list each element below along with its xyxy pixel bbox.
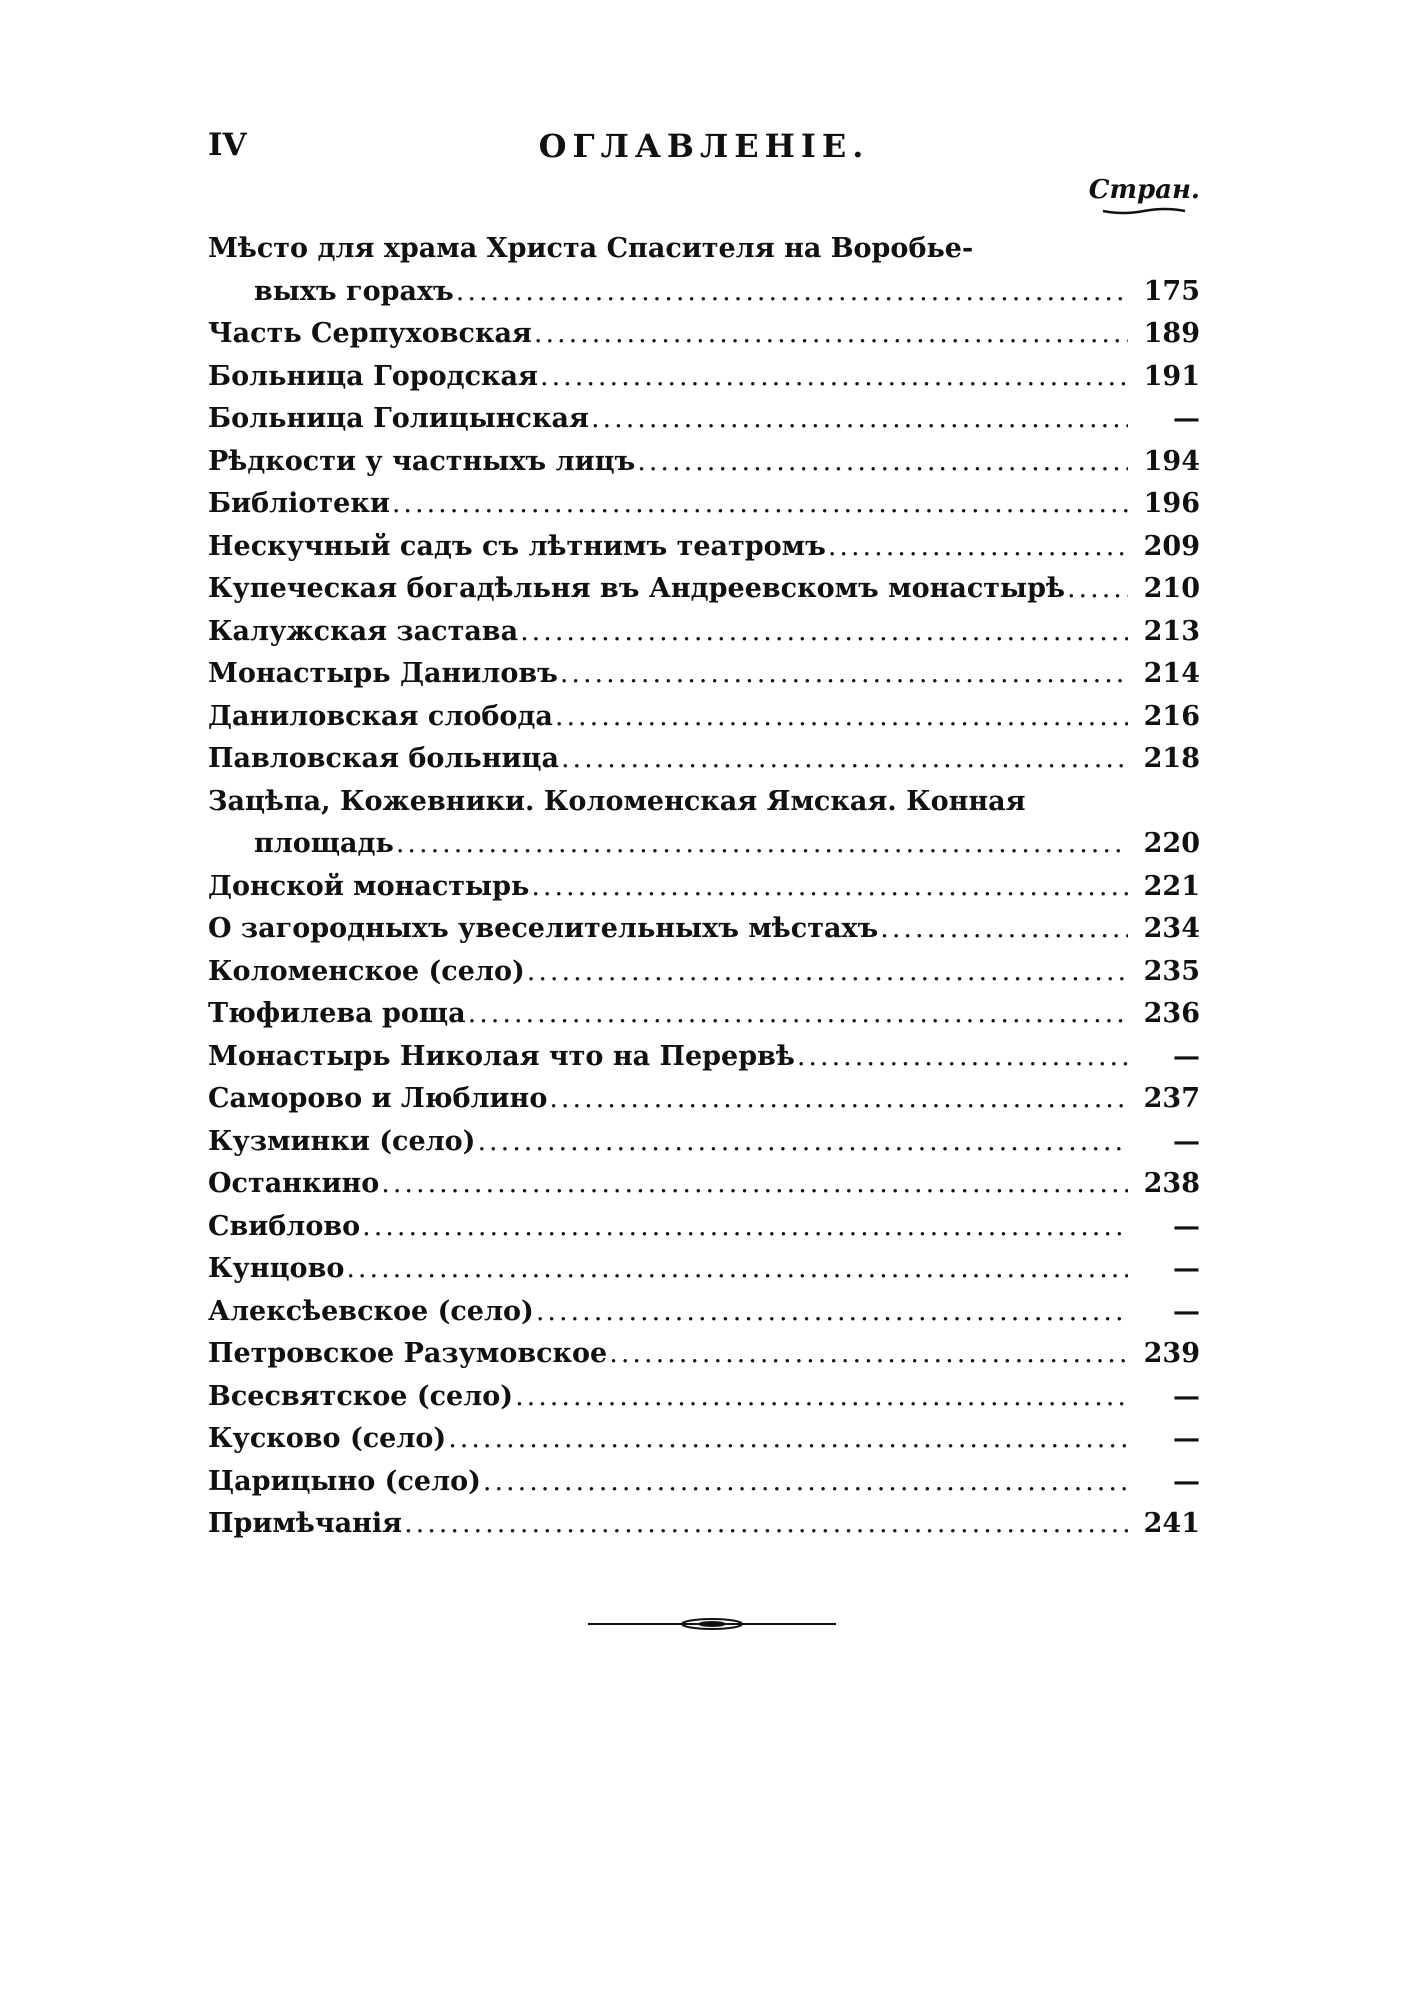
- toc-entry-line: [208, 1163, 1200, 1206]
- dot-leader: [396, 823, 1128, 866]
- toc-entry: [208, 1078, 1200, 1121]
- toc-entry-page: 239: [1143, 1338, 1200, 1369]
- dot-leader: [531, 866, 1128, 909]
- toc-entry-line: [208, 1291, 1200, 1334]
- toc-entry-page: 234: [1143, 913, 1200, 944]
- dot-leader: [527, 951, 1128, 994]
- toc-entry-title: Кунцово: [208, 1253, 345, 1284]
- toc-entry-title: Больница Голицынская: [208, 403, 589, 434]
- toc-entry-title: Рѣдкости у частныхъ лицъ: [208, 445, 636, 477]
- toc-entry-page: 209: [1143, 530, 1200, 562]
- toc-entry-title: Даниловская слобода: [208, 700, 553, 732]
- toc-entry: [208, 653, 1200, 696]
- toc-entry-page: —: [1173, 1423, 1200, 1454]
- toc-entry: [208, 738, 1200, 781]
- page-column-heading: [1089, 175, 1200, 215]
- flourish-ornament: [1101, 207, 1187, 215]
- toc-entry-line: [208, 1121, 1200, 1164]
- dot-leader: [609, 1333, 1128, 1376]
- toc-entry-line: [208, 1206, 1200, 1249]
- toc-entry-page: —: [1173, 1380, 1200, 1412]
- dot-leader: [362, 1206, 1128, 1249]
- toc-entry-title: выхъ горахъ: [254, 275, 454, 307]
- toc-entry-title: Калужская застава: [208, 615, 519, 647]
- toc-entry: [208, 356, 1200, 399]
- dot-leader: [381, 1163, 1128, 1206]
- toc-entry: [208, 1291, 1200, 1334]
- toc-entry-line: [208, 1036, 1200, 1079]
- toc-entry-title: Библіотеки: [208, 488, 390, 519]
- toc-entry: [208, 1376, 1200, 1419]
- dot-leader: [536, 1291, 1128, 1334]
- dot-leader: [637, 441, 1128, 484]
- toc-entry: [208, 908, 1200, 951]
- toc-entry-page: 235: [1143, 955, 1200, 987]
- toc-entry-page: 236: [1143, 998, 1200, 1029]
- toc-entry: [208, 1163, 1200, 1206]
- dot-leader: [880, 908, 1128, 951]
- toc-entry-line: [208, 441, 1200, 484]
- dot-leader: [534, 313, 1128, 356]
- toc-entry-page: 175: [1143, 275, 1200, 307]
- toc-entry: [208, 1418, 1200, 1461]
- toc-entry-line: [208, 398, 1200, 441]
- toc-entry-line: [208, 1248, 1200, 1291]
- toc-entry-title-line: Мѣсто для храма Христа Спасителя на Воробье-: [208, 233, 974, 264]
- toc-entry-line: [208, 1333, 1200, 1376]
- toc-entry-page: 194: [1143, 445, 1200, 477]
- toc-entry: [208, 993, 1200, 1036]
- toc-entry-line: [208, 696, 1200, 739]
- toc-entry-title: Часть Серпуховская: [208, 318, 532, 349]
- dot-leader: [828, 526, 1128, 569]
- toc-entry: [208, 1333, 1200, 1376]
- toc-entry-line: [208, 866, 1200, 909]
- toc-entry-page: —: [1173, 1295, 1200, 1327]
- dot-leader: [456, 271, 1128, 314]
- dot-leader: [1067, 568, 1128, 611]
- toc-entry-line: [208, 483, 1200, 526]
- toc-entry-page: —: [1173, 1253, 1200, 1284]
- toc-entry: [208, 1206, 1200, 1249]
- toc-entry-page: —: [1173, 1465, 1200, 1497]
- dot-leader: [392, 483, 1128, 526]
- toc-entry-page: 241: [1143, 1508, 1200, 1539]
- toc-entry-title: Донской монастырь: [208, 870, 530, 902]
- dot-leader: [515, 1376, 1128, 1419]
- dot-leader: [520, 611, 1128, 654]
- page-header: [208, 127, 1200, 205]
- toc-entry: [208, 526, 1200, 569]
- toc-entry-title: Павловская больница: [208, 743, 559, 774]
- dot-leader: [404, 1503, 1128, 1546]
- toc-entry-page: —: [1173, 1040, 1200, 1072]
- page-title: ОГЛАВЛЕНІЕ.: [538, 127, 870, 165]
- toc-entry-line: [208, 1418, 1200, 1461]
- toc-entry-page: 220: [1143, 828, 1200, 859]
- dot-leader: [591, 398, 1128, 441]
- dot-leader: [549, 1078, 1128, 1121]
- toc-entry-page: 210: [1143, 573, 1200, 604]
- dot-leader: [540, 356, 1128, 399]
- toc-entry-title: Монастырь Николая что на Перервѣ: [208, 1040, 795, 1072]
- toc-entry-page: 218: [1143, 743, 1200, 774]
- dot-leader: [797, 1036, 1128, 1079]
- toc-entry-title: Тюфилева роща: [208, 998, 466, 1029]
- toc-entry-line: [208, 356, 1200, 399]
- toc-entry-line: [208, 1376, 1200, 1419]
- toc-entry-page: —: [1173, 1125, 1200, 1157]
- toc-entry-title: площадь: [254, 828, 394, 859]
- toc-entry-title: Больница Городская: [208, 360, 538, 392]
- toc-entry: [208, 568, 1200, 611]
- toc-entry-page: 191: [1143, 360, 1200, 392]
- toc-entry-page: 216: [1143, 700, 1200, 732]
- dot-leader: [448, 1418, 1128, 1461]
- toc-entry-title-line: Зацѣпа, Кожевники. Коломенская Ямская. Конная: [208, 785, 1026, 817]
- toc-entry-title: Коломенское (село): [208, 955, 525, 987]
- toc-entry-title: Монастырь Даниловъ: [208, 658, 558, 689]
- toc-entry: [208, 696, 1200, 739]
- toc-entry-title: Свиблово: [208, 1210, 361, 1242]
- toc-entry-line: [208, 611, 1200, 654]
- toc-entry-title: О загородныхъ увеселительныхъ мѣстахъ: [208, 913, 879, 944]
- toc-entry-line: [208, 908, 1200, 951]
- toc-entry-page: 214: [1143, 658, 1200, 689]
- toc-entry: [208, 1461, 1200, 1504]
- toc-entry-line: [208, 313, 1200, 356]
- dot-leader: [555, 696, 1128, 739]
- toc-entry-line: [208, 738, 1200, 781]
- toc-entry-page: 196: [1143, 488, 1200, 519]
- toc-entry: [208, 398, 1200, 441]
- dot-leader: [346, 1248, 1128, 1291]
- toc-entry-title: Останкино: [208, 1168, 380, 1199]
- toc-entry-line: [208, 951, 1200, 994]
- toc-entry-page: 189: [1143, 318, 1200, 349]
- toc-entry: [208, 1248, 1200, 1291]
- dot-leader: [483, 1461, 1128, 1504]
- toc-entry: [208, 866, 1200, 909]
- toc-entry: [208, 1121, 1200, 1164]
- toc-entry-line: [208, 823, 1200, 866]
- toc-entry-title: Царицыно (село): [208, 1465, 481, 1497]
- dot-leader: [468, 993, 1128, 1036]
- toc-entry-page: 238: [1143, 1168, 1200, 1199]
- toc-entry-line: [208, 1461, 1200, 1504]
- toc-entry-title: Петровское Разумовское: [208, 1338, 608, 1369]
- toc-entry-page: 221: [1143, 870, 1200, 902]
- toc-entry: [208, 781, 1200, 866]
- page-column-label: Стран.: [1088, 175, 1200, 205]
- toc-entry-line: [208, 653, 1200, 696]
- toc-entry-title: Примѣчанія: [208, 1508, 403, 1539]
- toc-entry-line: [208, 1503, 1200, 1546]
- toc-entry: [208, 483, 1200, 526]
- table-of-contents: [208, 228, 1200, 1546]
- toc-entry-page: —: [1173, 1210, 1200, 1242]
- toc-entry: [208, 1036, 1200, 1079]
- toc-entry-line: [208, 526, 1200, 569]
- toc-entry-title: Алексѣевское (село): [208, 1295, 534, 1327]
- dot-leader: [561, 738, 1128, 781]
- dot-leader: [477, 1121, 1128, 1164]
- page-number: IV: [208, 127, 247, 163]
- toc-entry-title: Нескучный садъ съ лѣтнимъ театромъ: [208, 530, 826, 562]
- toc-entry: [208, 1503, 1200, 1546]
- toc-entry-title: Всесвятское (село): [208, 1380, 514, 1412]
- toc-entry-line: [208, 1078, 1200, 1121]
- toc-entry: [208, 228, 1200, 313]
- toc-entry-page: 213: [1143, 615, 1200, 647]
- toc-entry-page: —: [1173, 403, 1200, 434]
- dot-leader: [560, 653, 1128, 696]
- toc-entry-title: Кусково (село): [208, 1423, 447, 1454]
- toc-entry-title: Саморово и Люблино: [208, 1083, 548, 1114]
- toc-entry-page: 237: [1143, 1083, 1200, 1114]
- toc-entry: [208, 951, 1200, 994]
- toc-entry-title: Кузминки (село): [208, 1125, 476, 1157]
- toc-entry-line: [208, 993, 1200, 1036]
- toc-entry-title: Купеческая богадѣльня въ Андреевскомъ монастырѣ: [208, 573, 1065, 604]
- end-ornament-rule: [588, 1617, 836, 1631]
- toc-entry: [208, 611, 1200, 654]
- toc-entry-line: [208, 271, 1200, 314]
- toc-entry: [208, 313, 1200, 356]
- toc-entry-line: [208, 568, 1200, 611]
- toc-entry: [208, 441, 1200, 484]
